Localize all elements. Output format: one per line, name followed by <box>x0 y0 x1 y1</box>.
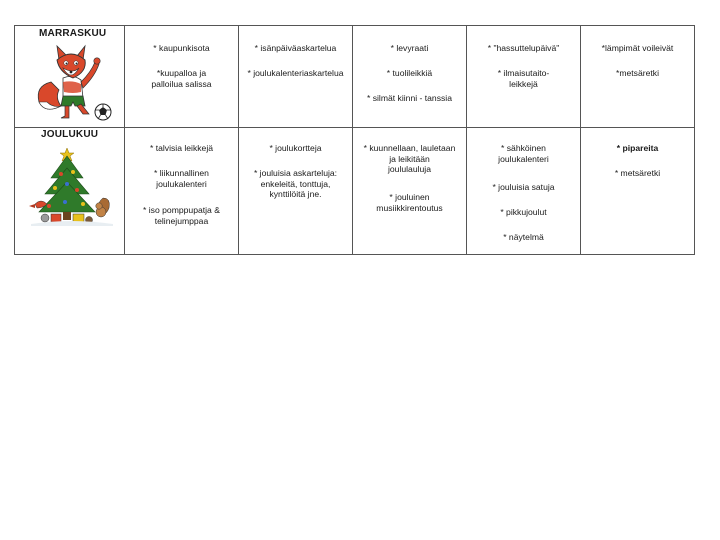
activity-item: * joulukortteja <box>269 143 322 153</box>
month-title: JOULUKUU <box>41 129 99 140</box>
cell-joulukuu-4 <box>467 128 581 255</box>
activity-item: * iso pomppupatja & telinejumppaa <box>143 205 220 226</box>
activity-item: * jouluisia askarteluja: enkeleitä, tonttuja, kynttilöitä jne. <box>253 168 338 199</box>
month-cell-marraskuu <box>15 26 125 128</box>
cell-joulukuu-5 <box>581 128 695 255</box>
activity-schedule-table <box>14 25 695 255</box>
activity-item: * silmät kiinni - tanssia <box>366 93 452 103</box>
cell-marraskuu-4 <box>467 26 581 128</box>
cell-joulukuu-1 <box>125 128 239 255</box>
activity-item: * kuunnellaan, lauletaan ja leikitään joululauluja <box>363 143 456 174</box>
activity-item: * jouluinen musiikkirentoutus <box>376 192 443 213</box>
activity-item: * "hassuttelupäivä" <box>487 43 560 53</box>
activity-item: *metsäretki <box>616 68 659 78</box>
row-joulukuu <box>15 128 695 255</box>
activity-item: * liikunnallinen joulukalenteri <box>154 168 209 189</box>
activity-item: * kaupunkisota <box>153 43 210 53</box>
activity-item: * näytelmä <box>503 232 544 242</box>
cell-marraskuu-5 <box>581 26 695 128</box>
activity-item: * joulukalenteriaskartelua <box>247 68 344 78</box>
cell-joulukuu-3 <box>353 128 467 255</box>
row-marraskuu <box>15 26 695 128</box>
cell-marraskuu-1 <box>125 26 239 128</box>
activity-item: * pikkujoulut <box>500 207 547 217</box>
activity-item: * isänpäiväaskartelua <box>254 43 337 53</box>
activity-item: * sähköinen joulukalenteri <box>498 143 549 164</box>
activity-item: *kuupalloa ja palloilua salissa <box>151 68 212 89</box>
month-cell-joulukuu <box>15 128 125 255</box>
activity-item: * metsäretki <box>614 168 661 178</box>
activity-item: * pipareita <box>616 143 659 153</box>
month-title: MARRASKUU <box>39 28 107 39</box>
christmas-tree-image <box>21 146 121 230</box>
activity-item: * ilmaisutaito- leikkejä <box>497 68 550 89</box>
activity-item: * jouluisia satuja <box>492 182 555 192</box>
cell-marraskuu-3 <box>353 26 467 128</box>
activity-item: * talvisia leikkejä <box>149 143 214 153</box>
activity-item: * tuolileikkiä <box>386 68 433 78</box>
activity-item: * levyraati <box>390 43 429 53</box>
activity-item: *lämpimät voileivät <box>601 43 674 53</box>
fox-mascot-image <box>33 42 113 124</box>
cell-marraskuu-2 <box>239 26 353 128</box>
cell-joulukuu-2 <box>239 128 353 255</box>
